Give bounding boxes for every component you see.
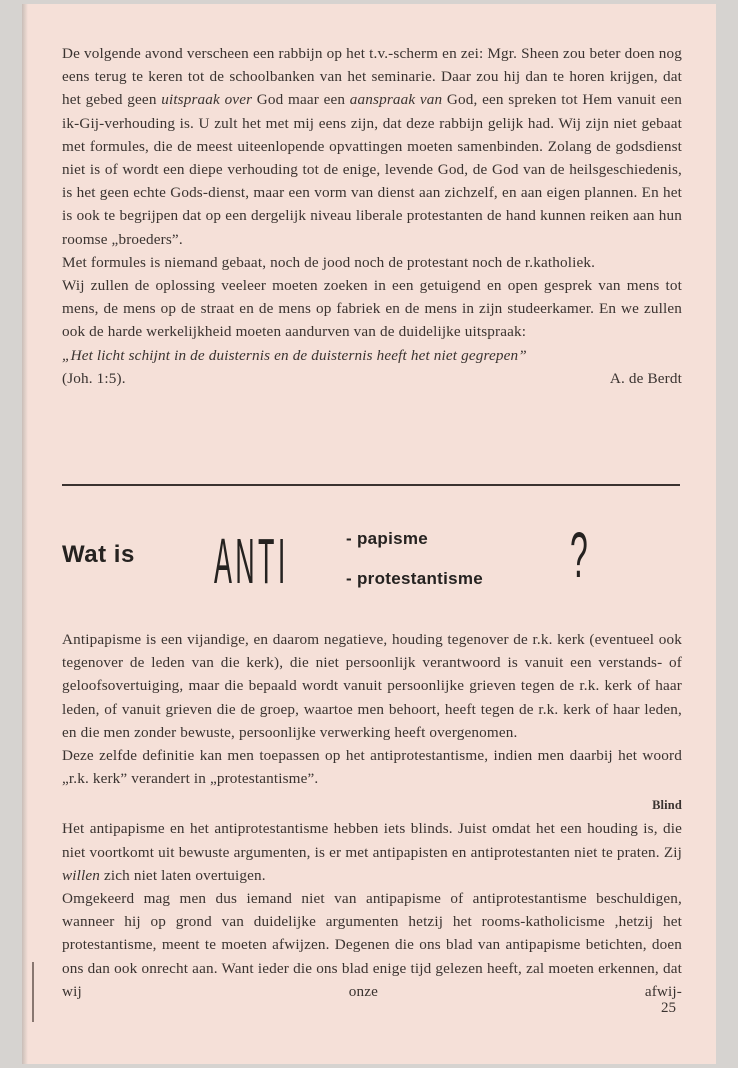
author-signature: A. de Berdt <box>609 369 682 387</box>
top-paragraph-2: Met formules is niemand gebaat, noch de jood noch de protestant noch de r.katholiek. <box>62 253 596 271</box>
section-divider <box>62 484 680 486</box>
headline-suffix-protestantisme: - protestantisme <box>346 569 484 588</box>
headline-anti: ANTI <box>214 525 289 597</box>
section-heading-blind: Blind <box>652 798 682 813</box>
article-body <box>62 628 682 1003</box>
headline-wat-is: Wat is <box>62 541 135 568</box>
emphasis-willen: willen <box>62 866 101 884</box>
headline-question-mark: ? <box>570 519 588 591</box>
page-number: 25 <box>661 1000 676 1016</box>
top-paragraph-3: Wij zullen de oplossing veeleer moeten zoeken in een getuigend en open gesprek van mens tot mens, de mens op de straat en de mens op fabriek en de mens in zijn studeerkamer. En we zullen ook de harde werkelijkheid moeten aandurven van de duidelijke uitspraak: <box>62 277 682 341</box>
top-section <box>62 42 682 390</box>
bible-quote: „Het licht schijnt in de duisternis en de duisternis heeft het niet gegrepen” <box>62 346 527 364</box>
article-paragraph-3: Het antipapisme en het antiprotestantisme hebben iets blinds. Juist omdat het een houding is, die niet voortkomt uit bewuste argumenten, is er met antipapisten en antiprotestanten niet te praten. Zij willen zich niet laten overtuigen. <box>62 820 682 884</box>
page-fold-shadow <box>22 4 28 1064</box>
top-paragraph-1: De volgende avond verscheen een rabbijn op het t.v.-scherm en zei: Mgr. Sheen zou beter doen nog eens terug te keren tot de schoolbanken van het seminarie. Daar zou hij dan te horen krijgen, dat het gebed geen uitspraak over God maar een aanspraak van God, een spreken tot Hem vanuit een ik-Gij-verhouding is. U zult het met mij eens zijn, dat deze rabbijn gelijk had. Wij zijn niet gebaat met formules, die de meest uiteenlopende opvattingen moeten samenbinden. Zolang de godsdienst niet is of wordt een diepe verhouding tot de enige, levende God, de God van de heilsgeschiedenis, is het geen echte Gods-dienst, maar een vorm van dienst aan zichzelf, en aan eigen plannen. En het is ook te begrijpen dat op een dergelijk niveau liberale protestanten de hand kunnen reiken aan hun roomse „broeders”. <box>62 45 682 248</box>
article-paragraph-2: Deze zelfde definitie kan men toepassen op het antiprotestantisme, indien men daarbij het woord „r.k. kerk” verandert in „protestantisme”. <box>62 747 682 788</box>
headline-suffix-papisme: - papisme <box>346 529 429 548</box>
quote-attribution-row <box>62 367 682 390</box>
article-paragraph-4: Omgekeerd mag men dus iemand niet van antipapisme of antiprotestantisme beschuldigen, wanneer hij op grond van duidelijke argumenten hetzij het rooms-katholicisme ,hetzij het protestantisme, meent te moeten afwijzen. Degenen die ons blad van antipapisme betichten, doen ons dan ook onrecht aan. Want ieder die ons blad enige tijd gelezen heeft, zal moeten erkennen, dat wij onze afwij- <box>62 890 682 1000</box>
emphasis-aanspraak: aanspraak van <box>349 91 443 109</box>
document-page <box>22 4 716 1064</box>
article-paragraph-1: Antipapisme is een vijandige, en daarom negatieve, houding tegenover de r.k. kerk (eventueel ook tegenover de leden van die kerk), die niet persoonlijk verantwoord is vanuit een verstands- of geloofsovertuiging, maar die bepaald wordt vanuit persoonlijke grieven tegen de r.k. kerk of haar leden, of vanuit grieven die de groep, waartoe men behoort, heeft tegen de r.k. kerk of haar leden, en die men zonder bewuste, persoonlijke verwerking heeft overgenomen. <box>62 631 682 741</box>
margin-mark <box>32 962 34 1022</box>
article-headline <box>62 519 682 599</box>
bible-reference: (Joh. 1:5). <box>62 369 126 387</box>
emphasis-uitspraak: uitspraak over <box>161 91 253 109</box>
